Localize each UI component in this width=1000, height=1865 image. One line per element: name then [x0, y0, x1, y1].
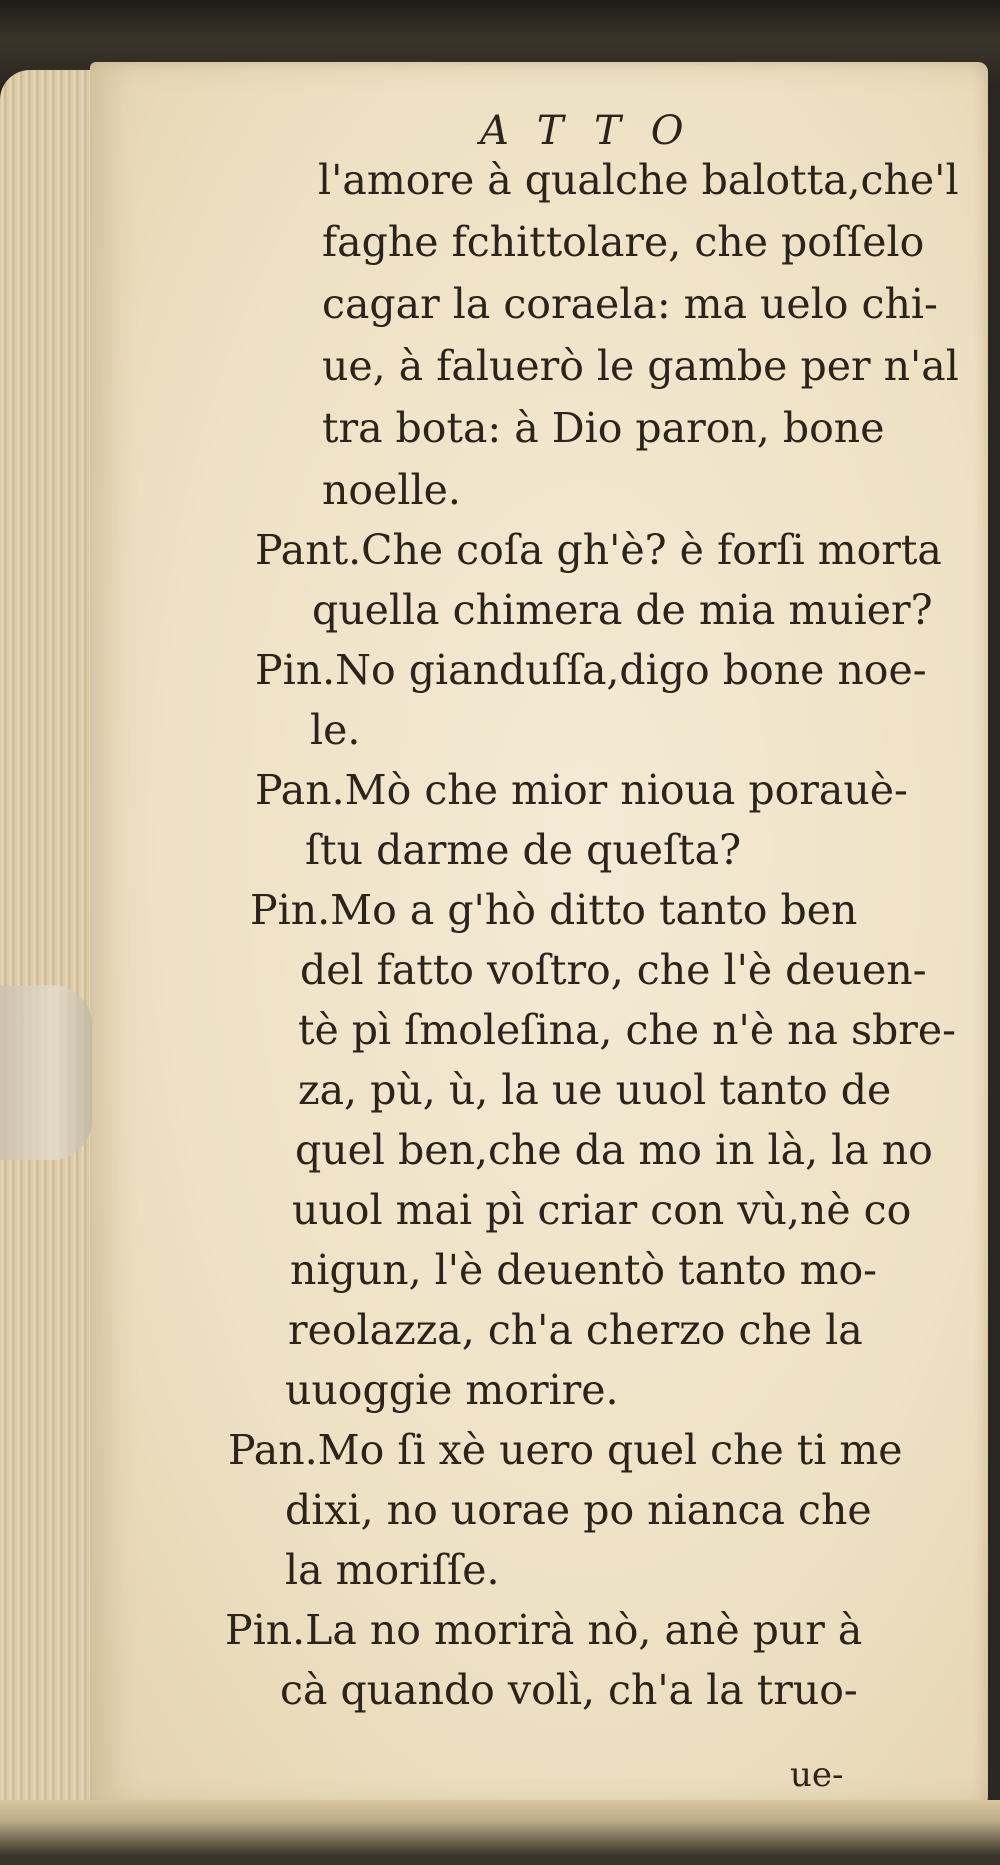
text-line: ſtu darme de queſta? [305, 826, 742, 874]
text-line: Pan.Mo ſi xè uero quel che ti me [228, 1426, 903, 1474]
clip-holder [0, 985, 92, 1160]
text-line: Pan.Mò che mior nioua porauè- [255, 766, 908, 814]
text-line: tè pì ſmoleſina, che n'è na sbre- [298, 1006, 957, 1054]
text-line: ue, à faluerò le gambe per n'al [322, 342, 959, 390]
text-line: cagar la coraela: ma uelo chi- [322, 280, 938, 328]
text-line: Pin.La no morirà nò, anè pur à [225, 1606, 863, 1654]
text-line: la moriſſe. [285, 1546, 500, 1594]
text-line: za, pù, ù, la ue uuol tanto de [298, 1066, 892, 1114]
book-bottom-edge [0, 1800, 1000, 1865]
text-line: quel ben,che da mo in là, la no [295, 1126, 933, 1174]
catchword: ue- [790, 1755, 844, 1795]
text-line: le. [310, 706, 361, 754]
text-line: tra bota: à Dio paron, bone [322, 404, 885, 452]
text-line: del fatto voſtro, che l'è deuen- [300, 946, 927, 994]
text-line: nigun, l'è deuentò tanto mo- [290, 1246, 878, 1294]
running-head: ATTO [480, 108, 714, 154]
text-line: dixi, no uorae po nianca che [285, 1486, 872, 1534]
text-line: Pant.Che coſa gh'è? è forſi morta [255, 526, 942, 574]
text-line: faghe fchittolare, che poſſelo [322, 218, 925, 266]
text-line: Pin.No gianduſſa,digo bone noe- [255, 646, 927, 694]
text-line: reolazza, ch'a cherzo che la [288, 1306, 863, 1354]
text-line: cà quando volì, ch'a la truo- [280, 1666, 858, 1714]
text-line: noelle. [322, 466, 461, 514]
text-line: uuoggie morire. [285, 1366, 619, 1414]
text-line: Pin.Mo a g'hò ditto tanto ben [250, 886, 858, 934]
text-line: quella chimera de mia muier? [312, 586, 933, 634]
text-line: l'amore à qualche balotta,che'l [318, 156, 959, 204]
text-line: uuol mai pì criar con vù,nè co [292, 1186, 912, 1234]
